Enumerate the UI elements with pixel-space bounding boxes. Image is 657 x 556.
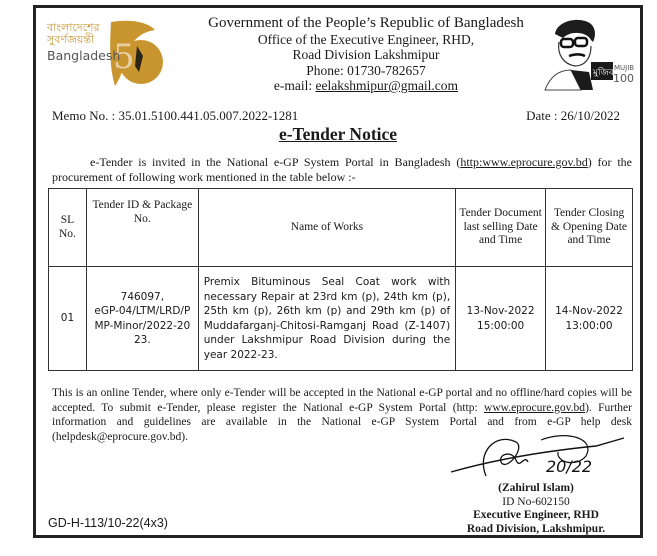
table-header-row [49, 189, 633, 267]
signer-designation: Executive Engineer, RHD [473, 509, 599, 521]
signer-id: ID No-602150 [502, 495, 570, 508]
eprocure-link[interactable]: http:www.eprocure.gov.bd [460, 155, 588, 169]
memo-number: Memo No. : 35.01.5100.441.05.007.2022-1281 [52, 108, 299, 123]
bangladesh-50-logo [45, 16, 175, 88]
ad-code: GD-H-113/10-22(4x3) [48, 516, 168, 530]
notice-title: e-Tender Notice [278, 124, 398, 144]
bangla-caption: বাংলাদেশের সুবর্ণজয়ন্তী [47, 21, 100, 46]
email-line: e-mail: eelakshmipur@gmail.com [273, 78, 459, 93]
svg-text:20/22: 20/22 [546, 457, 593, 476]
notice-date: Date : 26/10/2022 [526, 108, 620, 123]
header-sl: SL No. [49, 189, 87, 267]
svg-text:100: 100 [613, 72, 634, 85]
notice-frame [33, 5, 643, 538]
government-line: Government of the People’s Republic of Bangladesh [208, 15, 524, 31]
svg-text:মুজিব: মুজিব [593, 68, 614, 78]
cell-sl: 01 [49, 267, 87, 371]
office-line: Office of the Executive Engineer, RHD, [257, 31, 475, 47]
cell-selling-date: 13-Nov-2022 15:00:00 [456, 267, 546, 371]
signer-office: Road Division, Lakshmipur. [466, 522, 606, 535]
header-works: Name of Works [198, 189, 455, 267]
tender-table [48, 188, 633, 371]
mujib-100-logo [541, 14, 636, 94]
eprocure-link-2[interactable]: www.eprocure.gov.bd [484, 401, 586, 414]
svg-text:5: 5 [113, 37, 135, 77]
cell-closing-date: 14-Nov-2022 13:00:00 [546, 267, 633, 371]
division-line: Road Division Lakshmipur [292, 47, 440, 62]
table-row [49, 267, 633, 371]
signer-name: (Zahirul Islam) [498, 482, 574, 494]
header-tender-id: Tender ID & Package No. [86, 189, 198, 267]
office-letterhead [186, 16, 546, 94]
portrait-sketch-icon [541, 14, 636, 94]
header-selling-date: Tender Document last selling Date and Time [456, 189, 546, 267]
instructions-paragraph: This is an online Tender, where only e-Tender will be accepted in the National e-GP portal and no offline/hard copies will be accepted. To submit e-Tender, please register the National e-GP System Portal (http: www.eprocure.gov.bd). Further information and guidelines are available in the National e-GP System Portal and from e-GP help desk (helpdesk@eprocure.gov.bd). [52, 387, 632, 443]
intro-paragraph: e-Tender is invited in the National e-GP System Portal in Bangladesh (http:www.eprocure.gov.bd) for the procurement of following work mentioned in the table below :- [52, 155, 632, 184]
signatory-block [416, 482, 656, 536]
cell-tender-id: 746097, eGP-04/LTM/LRD/PMP-Minor/2022-2023. [86, 267, 198, 371]
svg-text:MUJIB: MUJIB [614, 64, 635, 72]
bangladesh-label: Bangladesh [47, 48, 121, 63]
cell-works: Premix Bituminous Seal Coat work with necessary Repair at 23rd km (p), 24th km (p), 25th km (p), 26th km (p) and 29th km (p) of Muddafarganj-Chitosi-Ramganj Road (Z-1407) under Lakshmipur Road Division during the year 2022-23. [198, 267, 455, 371]
header-closing-date: Tender Closing & Opening Date and Time [546, 189, 633, 267]
email-link[interactable]: eelakshmipur@gmail.com [315, 78, 459, 93]
phone-line: Phone: 01730-782657 [306, 62, 426, 78]
